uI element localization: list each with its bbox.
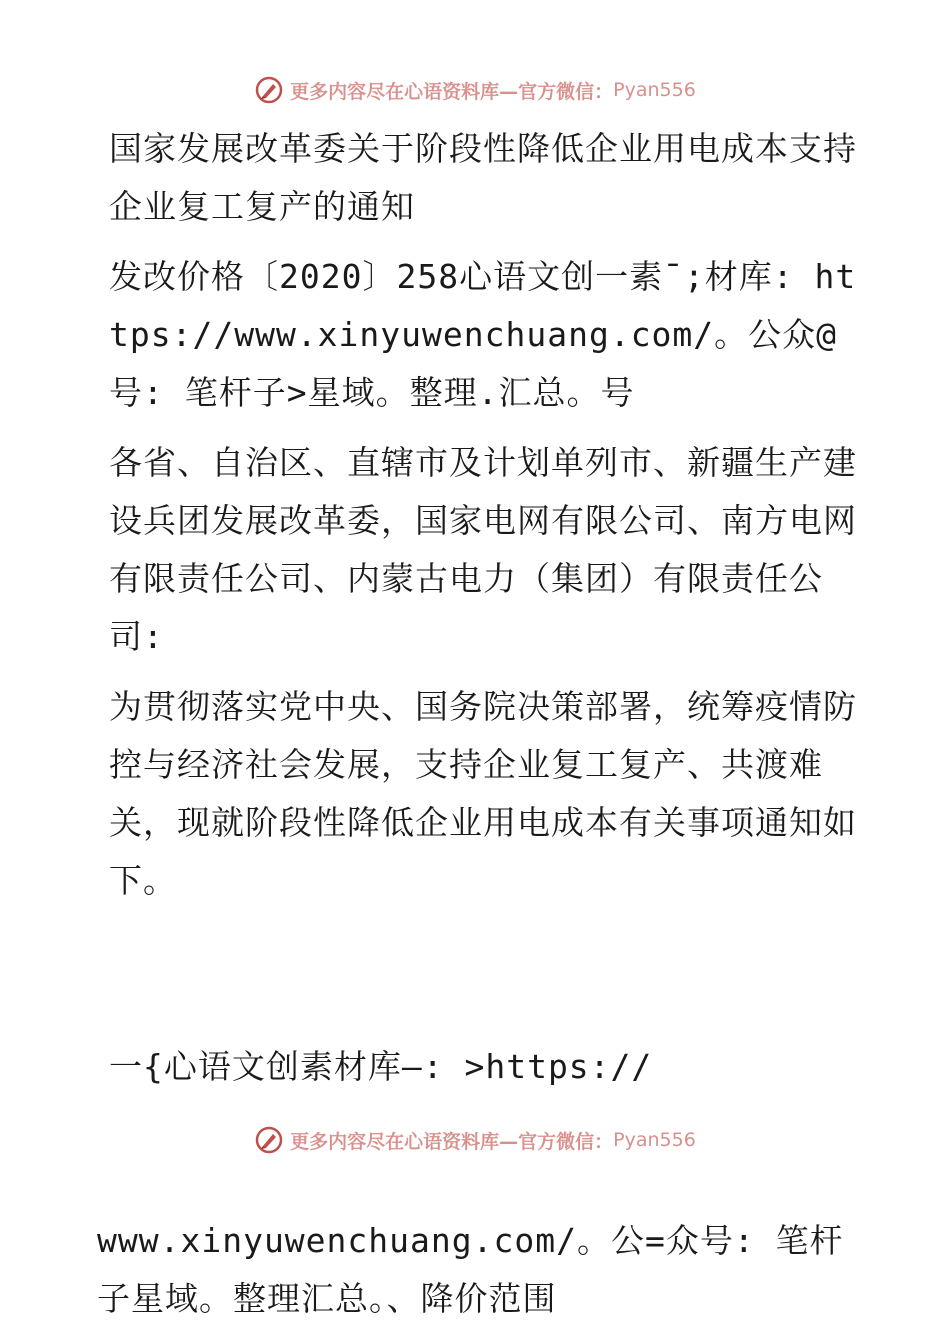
watermark-wechat-id: Pyan556 [613,79,696,101]
section-one-line1: 一{心语文创素材库—: >https:// [109,1047,653,1086]
pen-circle-logo-icon [254,75,284,105]
document-intro: 为贯彻落实党中央、国务院决策部署，统筹疫情防控与经济社会发展，支持企业复工复产、共渡难关，现就阶段性降低企业用电成本有关事项通知如下。 [109,687,857,900]
watermark-wechat-id: Pyan556 [613,1129,696,1151]
watermark-banner-top [0,70,950,110]
document-number: 发改价格〔2020〕258心语文创一素¯;材库: https://www.xinyuwenchuang.com/。公众@号: 笔杆子>星域。整理.汇总。号 [109,257,857,412]
document-title: 国家发展改革委关于阶段性降低企业用电成本支持企业复工复产的通知 [109,129,857,226]
watermark-text: 更多内容尽在心语资料库—官方微信： [290,80,614,103]
section-one-continued: www.xinyuwenchuang.com/。公=众号: 笔杆子星域。整理汇总。、降价范围 [97,1221,844,1318]
section-one [97,922,867,1212]
document-recipients: 各省、自治区、直辖市及计划单列市、新疆生产建设兵团发展改革委，国家电网有限公司、南方电网有限责任公司、内蒙古电力（集团）有限责任公司: [109,443,857,656]
pen-circle-logo-icon [254,1125,284,1155]
watermark-text: 更多内容尽在心语资料库—官方微信： [290,1130,614,1153]
watermark-banner-bottom [0,1120,950,1160]
